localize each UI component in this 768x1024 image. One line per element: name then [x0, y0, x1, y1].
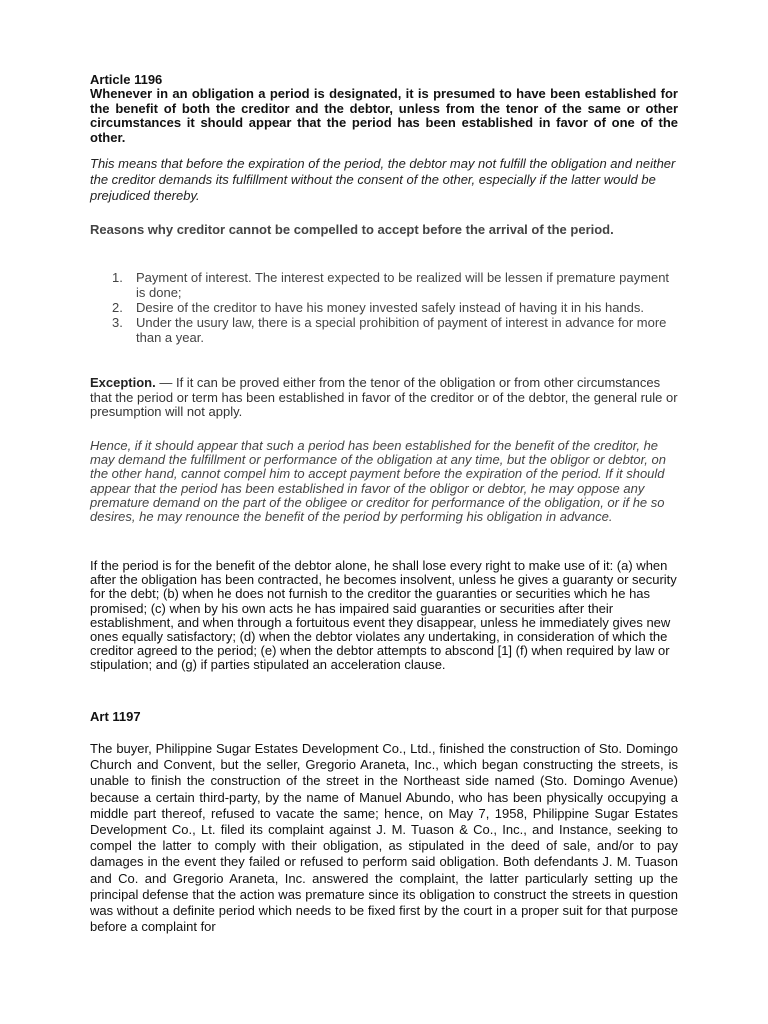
list-item-text: Under the usury law, there is a special prohibition of payment of interest in advance for more than a year.: [136, 315, 667, 345]
reasons-heading: Reasons why creditor cannot be compelled to accept before the arrival of the period.: [90, 222, 614, 237]
article-1196-heading: Article 1196: [90, 72, 163, 87]
article-1196-explanation: This means that before the expiration of the period, the debtor may not fulfill the obligation and neither the creditor demands its fulfillment without the consent of the other, especially if the latter would be prejudiced thereby.: [90, 156, 676, 203]
list-item-text: Desire of the creditor to have his money invested safely instead of having it in his hands.: [136, 300, 645, 315]
hence-paragraph: Hence, if it should appear that such a period has been established for the benefit of the creditor, he may demand the fulfillment or performance of the obligation at any time, but the obligor or debtor, on the other hand, cannot compel him to accept payment before the expiration of the period. If it should appear that the period has been established in favor of the obligor or debtor, he may oppose any premature demand on the part of the obligee or creditor for performance of the obligation, or if he so desires, he may renounce the benefit of the period by performing his obligation in advance.: [90, 438, 666, 525]
list-item: [90, 315, 678, 345]
exception-text: — If it can be proved either from the tenor of the obligation or from other circumstances that the period or term has been established in favor of the creditor or of the debtor, the general rule or presumption will not apply.: [90, 375, 678, 419]
exception-label: Exception.: [90, 375, 156, 390]
list-item: [90, 270, 678, 300]
list-item-text: Payment of interest. The interest expected to be realized will be lessen if premature payment is done;: [136, 270, 670, 300]
article-1197-heading: Art 1197: [90, 709, 141, 724]
list-item-number: 1.: [112, 270, 123, 285]
exception-paragraph: [90, 376, 678, 420]
article-1196-text: Whenever in an obligation a period is designated, it is presumed to have been established for the benefit of both the creditor and the debtor, unless from the tenor of the same or other circumstances it should appear that the period has been established in favor of one of the other.: [90, 86, 678, 145]
list-item: [90, 300, 678, 315]
article-1197-text: The buyer, Philippine Sugar Estates Development Co., Ltd., finished the construction of Sto. Domingo Church and Convent, but the seller, Gregorio Araneta, Inc., which began constructing the streets, is unable to finish the construction of the street in the Northeast side named (Sto. Domingo Avenue) because a certain third-party, by the name of Manuel Abundo, who has been physically occupying a middle part thereof, refused to vacate the same; hence, on May 7, 1958, Philippine Sugar Estates Development Co., Lt. filed its complaint against J. M. Tuason & Co., Inc., and Instance, seeking to compel the latter to comply with their obligation, as stipulated in the deed of sale, and/or to pay damages in the event they failed or refused to perform said obligation. Both defendants J. M. Tuason and Co. and Gregorio Araneta, Inc. answered the complaint, the latter particularly setting up the principal defense that the action was premature since its obligation to construct the streets in question was without a definite period which needs to be fixed first by the court in a proper suit for that purpose before a complaint for: [90, 741, 678, 935]
list-item-number: 3.: [112, 315, 123, 330]
list-item-number: 2.: [112, 300, 123, 315]
reasons-list: [90, 270, 678, 345]
debtor-benefit-paragraph: If the period is for the benefit of the debtor alone, he shall lose every right to make use of it: (a) when after the obligation has been contracted, he becomes insolvent, unless he gives a guaranty or security for the debt; (b) when he does not furnish to the creditor the guaranties or securities which he has promised; (c) when by his own acts he has impaired said guaranties or securities after their establishment, and when through a fortuitous event they disappear, unless he immediately gives new ones equally satisfactory; (d) when the debtor violates any undertaking, in consideration of which the creditor agreed to the period; (e) when the debtor attempts to abscond [1] (f) when required by law or stipulation; and (g) if parties stipulated an acceleration clause.: [90, 558, 677, 673]
